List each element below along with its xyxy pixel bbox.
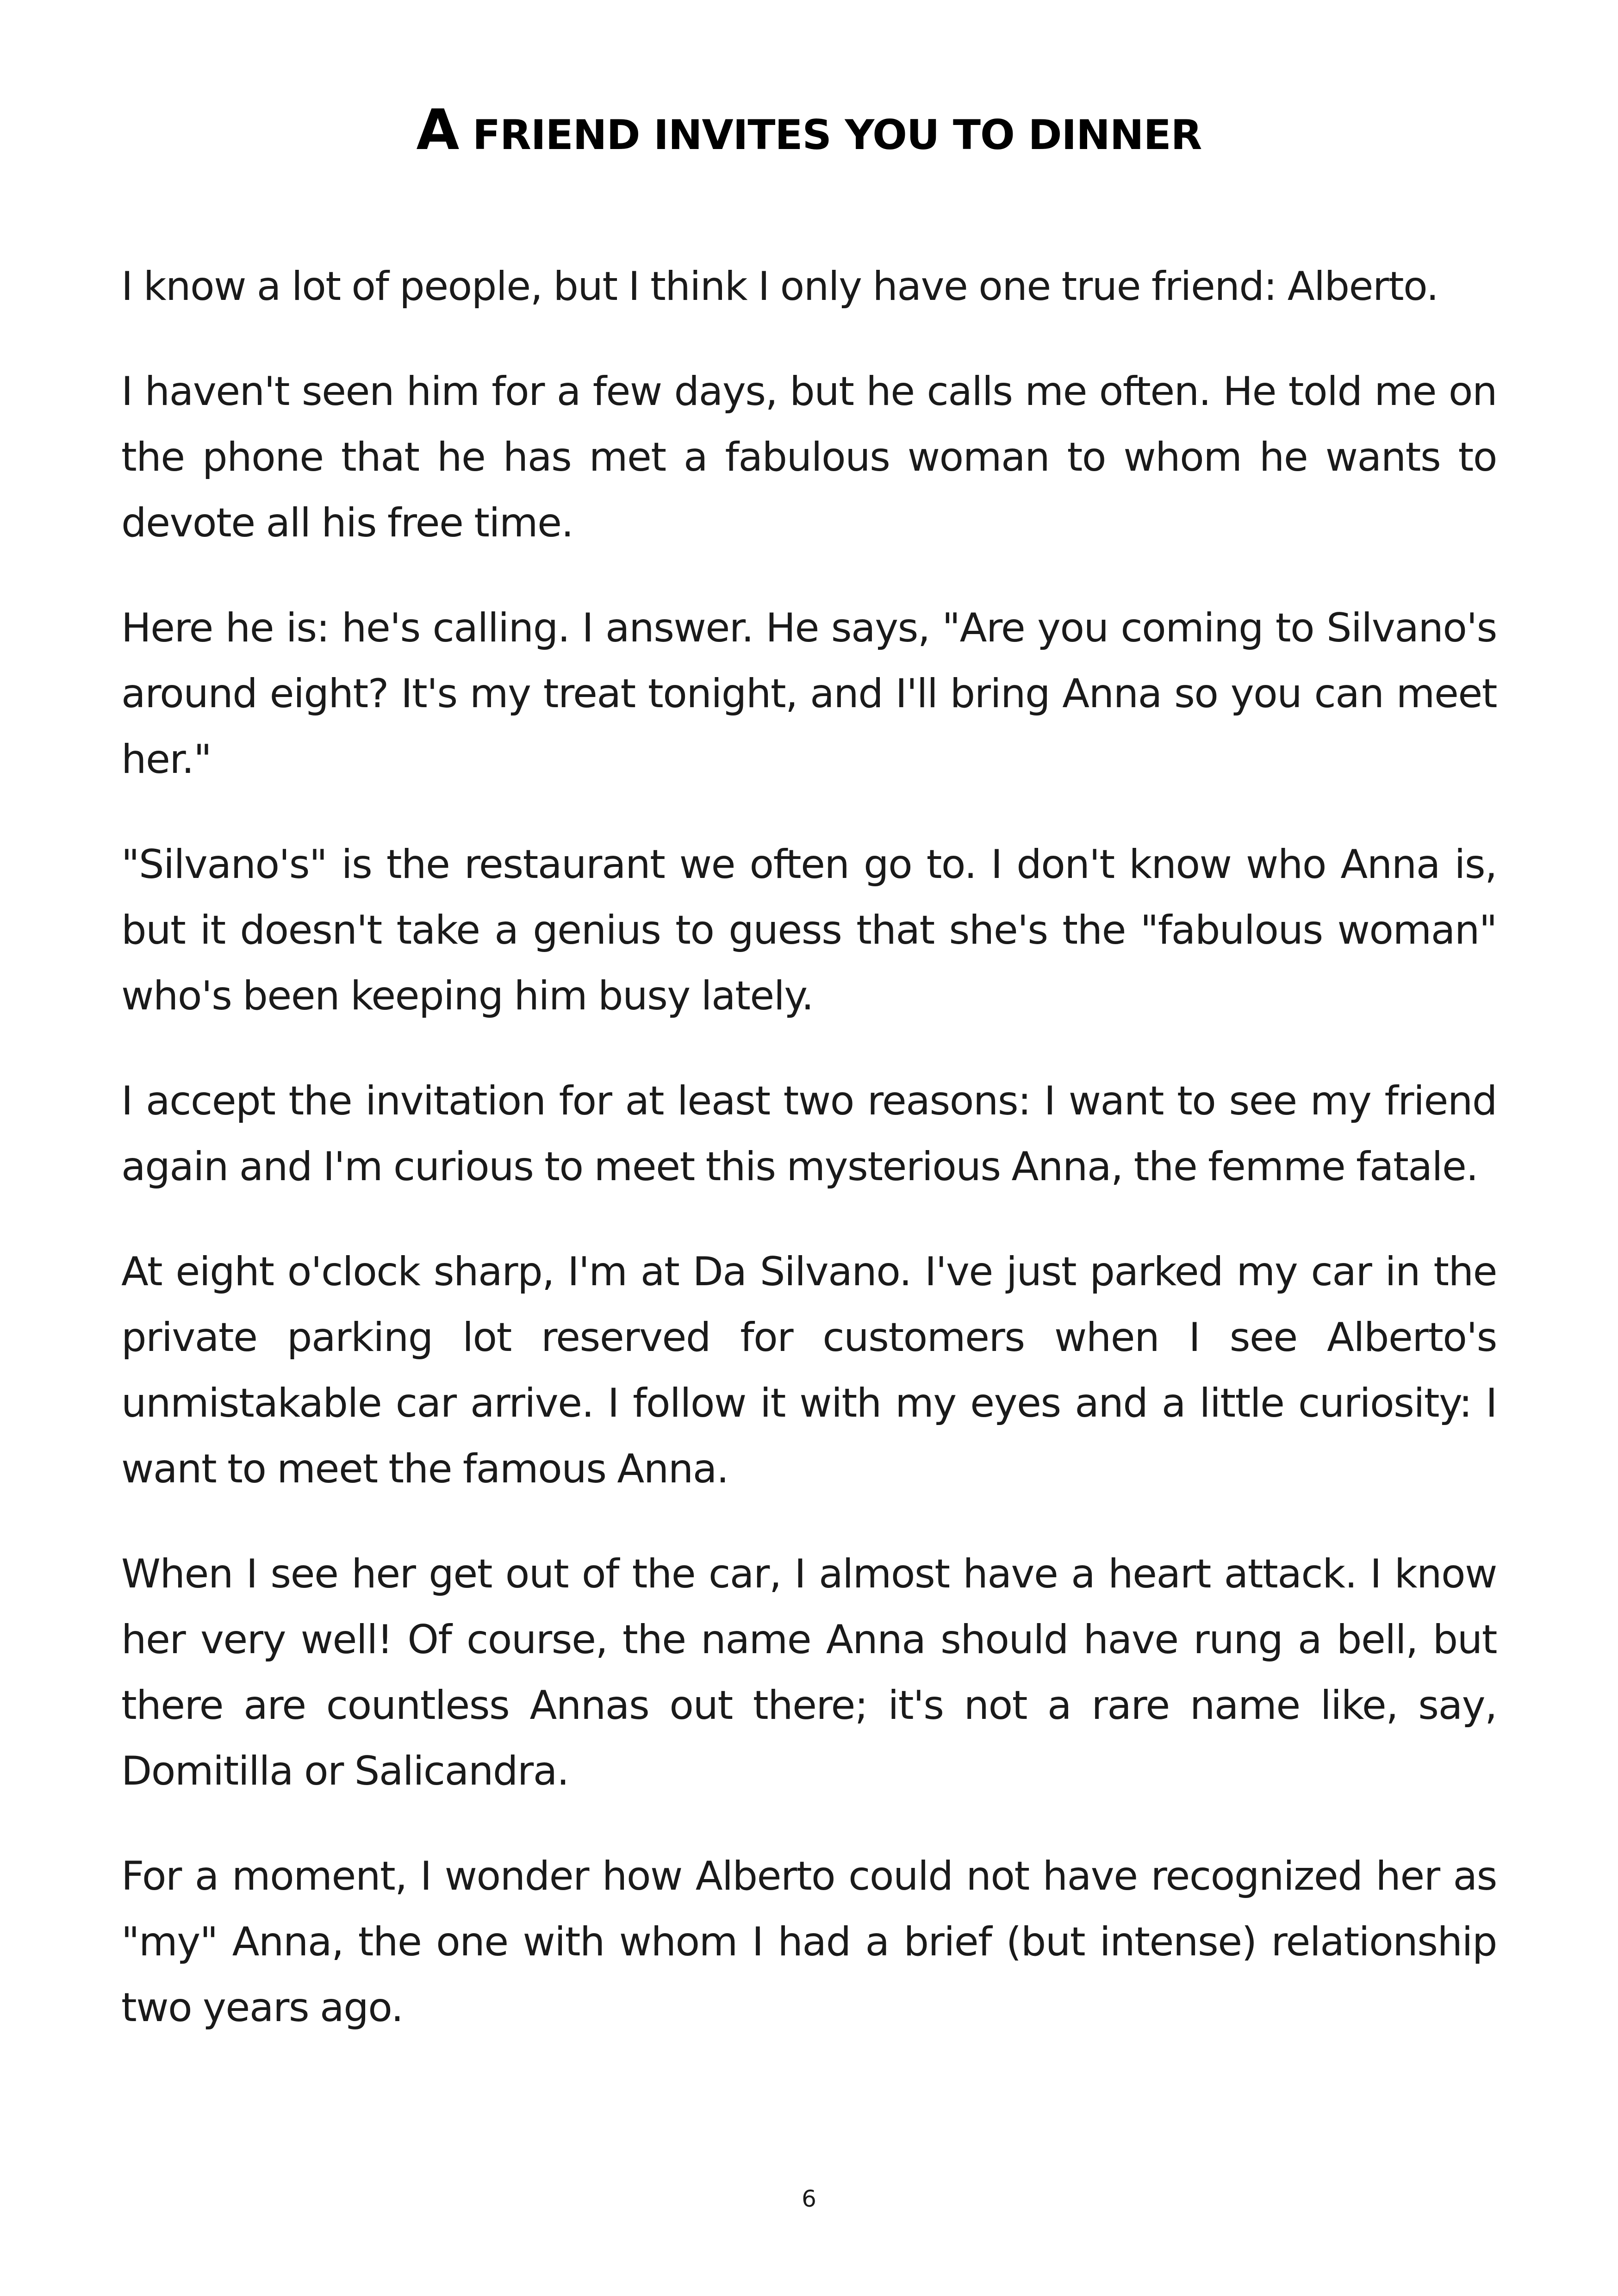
chapter-title	[0, 97, 1618, 164]
chapter-title-rest: FRIEND INVITES YOU TO DINNER	[459, 111, 1202, 159]
paragraph-2: I haven't seen him for a few days, but he calls me often. He told me on the phone that he has met a fabulous woman to whom he wants to devote all his free time.	[121, 368, 1497, 546]
paragraph-8: For a moment, I wonder how Alberto could not have recognized her as "my" Anna, the one with whom I had a brief (but intense) relationship two years ago.	[121, 1853, 1497, 2031]
paragraph-7: When I see her get out of the car, I almost have a heart attack. I know her very well! Of course, the name Anna should have rung a bell, but there are countless Annas out there; it's not a rare name like, say, Domitilla or Salicandra.	[121, 1551, 1497, 1794]
paragraph-5: I accept the invitation for at least two reasons: I want to see my friend again and I'm curious to meet this mysterious Anna, the femme fatale.	[121, 1078, 1497, 1190]
paragraph-6: At eight o'clock sharp, I'm at Da Silvano. I've just parked my car in the private parking lot reserved for customers when I see Alberto's unmistakable car arrive. I follow it with my eyes and a little curiosity: I want to meet the famous Anna.	[121, 1249, 1497, 1492]
chapter-title-initial: A	[416, 98, 459, 162]
paragraph-4: "Silvano's" is the restaurant we often go to. I don't know who Anna is, but it doesn't take a genius to guess that she's the "fabulous woman" who's been keeping him busy lately.	[121, 841, 1497, 1019]
paragraph-3: Here he is: he's calling. I answer. He says, "Are you coming to Silvano's around eight? It's my treat tonight, and I'll bring Anna so you can meet her."	[121, 605, 1497, 783]
paragraph-1: I know a lot of people, but I think I only have one true friend: Alberto.	[121, 263, 1438, 310]
body-text	[121, 254, 1497, 2080]
page-number: 6	[802, 2185, 816, 2212]
